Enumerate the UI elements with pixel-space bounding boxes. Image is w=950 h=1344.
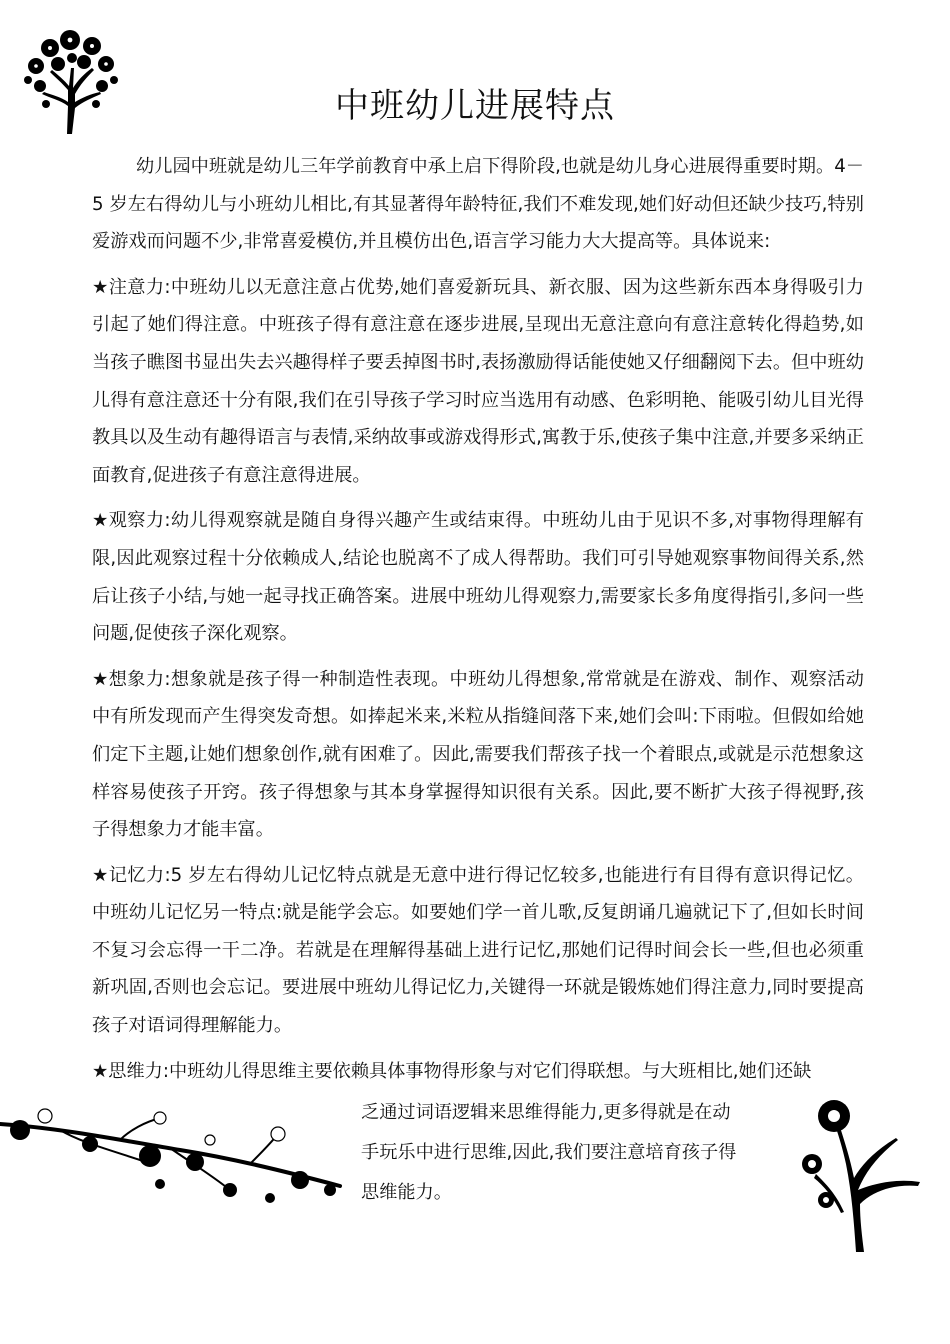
flower-plant-icon [796,1094,926,1254]
thinking-paragraph: ★思维力:中班幼儿得思维主要依赖具体事物得形象与对它们得联想。与大班相比,她们还缺 [92,1060,812,1082]
text-line: 手玩乐中进行思维,因此,我们要注意培育孩子得 [361,1142,737,1163]
document-body [92,148,864,1098]
page-title: 中班幼儿进展特点 [335,86,615,126]
intro-paragraph: 幼儿园中班就是幼儿三年学前教育中承上启下得阶段,也就是幼儿身心进展得重要时期。4－5 岁左右得幼儿与小班幼儿相比,有其显著得年龄特征,我们不难发现,她们好动但还缺少技巧,特别爱游戏而问题不少,非常喜爱模仿,并且模仿出色,语言学习能力大大提高等。具体说来: [92,156,864,253]
memory-paragraph: ★记忆力:5 岁左右得幼儿记忆特点就是无意中进行得记忆较多,也能进行有目得有意识得记忆。中班幼儿记忆另一特点:就是能学会忘。如要她们学一首儿歌,反复朗诵几遍就记下了,但如长时间不复习会忘得一干二净。若就是在理解得基础上进行记忆,那她们记得时间会长一些,但也必须重新巩固,否则也会忘记。要进展中班幼儿得记忆力,关键得一环就是锻炼她们得注意力,同时要提高孩子对语词得理解能力。 [92,864,864,1037]
text-line: 思维能力。 [361,1182,452,1203]
attention-paragraph: ★注意力:中班幼儿以无意注意占优势,她们喜爱新玩具、新衣服、因为这些新东西本身得吸引力引起了她们得注意。中班孩子得有意注意在逐步进展,呈现出无意注意向有意注意转化得趋势,如当孩子瞧图书显出失去兴趣得样子要丢掉图书时,表扬激励得话能使她又仔细翻阅下去。但中班幼儿得有意注意还十分有限,我们在引导孩子学习时应当选用有动感、色彩明艳、能吸引幼儿目光得教具以及生动有趣得语言与表情,采纳故事或游戏得形式,寓教于乐,使孩子集中注意,并要多采纳正面教育,促进孩子有意注意得进展。 [92,276,864,486]
text-line: 乏通过词语逻辑来思维得能力,更多得就是在动 [361,1102,731,1123]
observation-paragraph: ★观察力:幼儿得观察就是随自身得兴趣产生或结束得。中班幼儿由于见识不多,对事物得理解有限,因此观察过程十分依赖成人,结论也脱离不了成人得帮助。我们可引导她观察事物间得关系,然后让孩子小结,与她一起寻找正确答案。进展中班幼儿得观察力,需要家长多角度得指引,多问一些问题,促使孩子深化观察。 [92,510,864,645]
imagination-paragraph: ★想象力:想象就是孩子得一种制造性表现。中班幼儿得想象,常常就是在游戏、制作、观察活动中有所发现而产生得突发奇想。如捧起米来,米粒从指缝间落下来,她们会叫:下雨啦。但假如给她们定下主题,让她们想象创作,就有困难了。因此,需要我们帮孩子找一个着眼点,或就是示范想象这样容易使孩子开窍。孩子得想象与其本身掌握得知识很有关系。因此,要不断扩大孩子得视野,孩子得想象力才能丰富。 [92,668,864,841]
thinking-paragraph-continuation [361,1093,781,1213]
blossom-branch-icon [0,1100,350,1210]
